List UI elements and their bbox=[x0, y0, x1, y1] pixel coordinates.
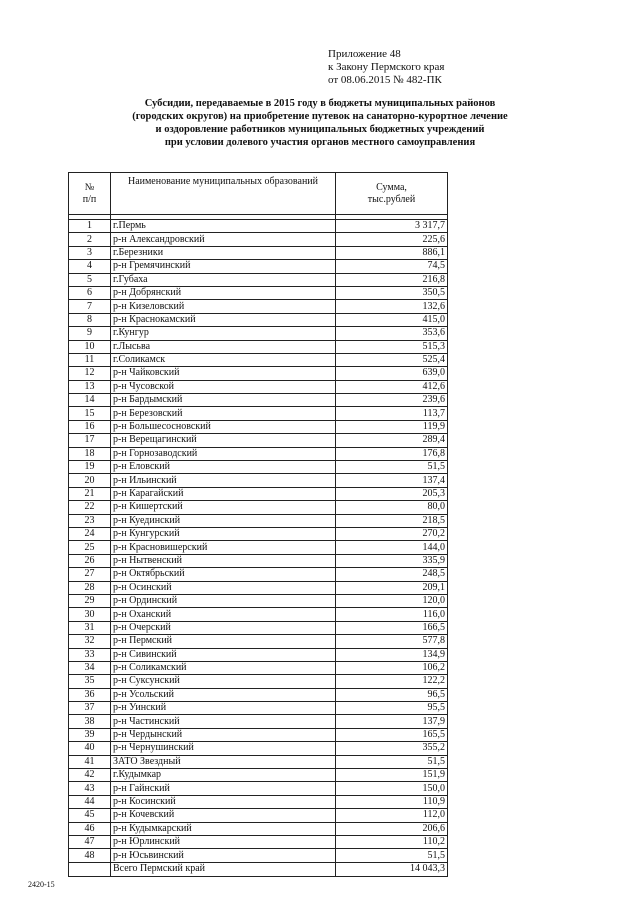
subsidy-amount: 239,6 bbox=[336, 394, 448, 407]
row-number: 18 bbox=[69, 447, 111, 460]
row-number: 1 bbox=[69, 220, 111, 233]
subsidy-amount: 350,5 bbox=[336, 286, 448, 299]
table-row bbox=[69, 554, 448, 567]
table-row bbox=[69, 233, 448, 246]
municipality-name: р-н Юрлинский bbox=[111, 835, 336, 848]
municipality-name: р-н Бардымский bbox=[111, 394, 336, 407]
table-row bbox=[69, 353, 448, 366]
table-row bbox=[69, 461, 448, 474]
table-row bbox=[69, 300, 448, 313]
total-sum: 14 043,3 bbox=[336, 862, 448, 876]
subsidy-amount: 132,6 bbox=[336, 300, 448, 313]
title-line-4: при условии долевого участия органов местного самоуправления bbox=[164, 137, 476, 148]
municipality-name: р-н Суксунский bbox=[111, 675, 336, 688]
subsidy-amount: 289,4 bbox=[336, 434, 448, 447]
municipality-name: р-н Косинский bbox=[111, 795, 336, 808]
row-number: 39 bbox=[69, 728, 111, 741]
municipality-name: р-н Усольский bbox=[111, 688, 336, 701]
table-row bbox=[69, 487, 448, 500]
municipality-name: г.Пермь bbox=[111, 220, 336, 233]
row-number: 20 bbox=[69, 474, 111, 487]
table-row bbox=[69, 769, 448, 782]
column-header-number-abbr: п/п bbox=[82, 193, 97, 205]
municipality-name: р-н Карагайский bbox=[111, 487, 336, 500]
subsidy-amount: 270,2 bbox=[336, 527, 448, 540]
subsidy-amount: 218,5 bbox=[336, 514, 448, 527]
municipality-name: р-н Осинский bbox=[111, 581, 336, 594]
municipality-name: г.Кунгур bbox=[111, 327, 336, 340]
table-row bbox=[69, 420, 448, 433]
subsidy-amount: 209,1 bbox=[336, 581, 448, 594]
row-number: 34 bbox=[69, 661, 111, 674]
subsidy-amount: 248,5 bbox=[336, 568, 448, 581]
subsidy-amount: 112,0 bbox=[336, 809, 448, 822]
row-number: 35 bbox=[69, 675, 111, 688]
table-row bbox=[69, 434, 448, 447]
municipality-name: р-н Ильинский bbox=[111, 474, 336, 487]
subsidy-amount: 119,9 bbox=[336, 420, 448, 433]
subsidy-amount: 134,9 bbox=[336, 648, 448, 661]
column-header-sum bbox=[336, 173, 448, 215]
row-number: 3 bbox=[69, 246, 111, 259]
subsidy-amount: 415,0 bbox=[336, 313, 448, 326]
row-number: 11 bbox=[69, 353, 111, 366]
row-number: 15 bbox=[69, 407, 111, 420]
municipality-name: р-н Кишертский bbox=[111, 501, 336, 514]
row-number: 25 bbox=[69, 541, 111, 554]
subsidy-amount: 74,5 bbox=[336, 260, 448, 273]
row-number: 48 bbox=[69, 849, 111, 862]
row-number: 12 bbox=[69, 367, 111, 380]
subsidy-amount: 355,2 bbox=[336, 742, 448, 755]
subsidy-amount: 150,0 bbox=[336, 782, 448, 795]
row-number: 26 bbox=[69, 554, 111, 567]
row-number: 7 bbox=[69, 300, 111, 313]
table-row bbox=[69, 728, 448, 741]
table-row bbox=[69, 474, 448, 487]
municipality-name: р-н Большесосновский bbox=[111, 420, 336, 433]
subsidy-amount: 176,8 bbox=[336, 447, 448, 460]
subsidy-amount: 120,0 bbox=[336, 594, 448, 607]
municipality-name: р-н Нытвенский bbox=[111, 554, 336, 567]
table-row bbox=[69, 849, 448, 862]
table-row bbox=[69, 809, 448, 822]
table-row bbox=[69, 715, 448, 728]
subsidy-amount: 205,3 bbox=[336, 487, 448, 500]
municipality-name: р-н Верещагинский bbox=[111, 434, 336, 447]
subsidy-amount: 80,0 bbox=[336, 501, 448, 514]
row-number: 21 bbox=[69, 487, 111, 500]
row-number: 30 bbox=[69, 608, 111, 621]
subsidy-amount: 106,2 bbox=[336, 661, 448, 674]
subsidy-amount: 51,5 bbox=[336, 461, 448, 474]
row-number: 19 bbox=[69, 461, 111, 474]
municipality-name: р-н Чайковский bbox=[111, 367, 336, 380]
table-row bbox=[69, 822, 448, 835]
row-number: 23 bbox=[69, 514, 111, 527]
table-row bbox=[69, 501, 448, 514]
municipality-name: р-н Куединский bbox=[111, 514, 336, 527]
municipality-name: р-н Горнозаводский bbox=[111, 447, 336, 460]
appendix-header bbox=[328, 48, 444, 87]
row-number: 42 bbox=[69, 769, 111, 782]
total-label: Всего Пермский край bbox=[111, 862, 336, 876]
table-row bbox=[69, 286, 448, 299]
subsidy-amount: 515,3 bbox=[336, 340, 448, 353]
table-row bbox=[69, 675, 448, 688]
subsidy-amount: 110,2 bbox=[336, 835, 448, 848]
subsidy-amount: 51,5 bbox=[336, 849, 448, 862]
document-code: 2420-15 bbox=[28, 880, 55, 889]
row-number: 10 bbox=[69, 340, 111, 353]
subsidy-amount: 216,8 bbox=[336, 273, 448, 286]
municipality-name: р-н Чердынский bbox=[111, 728, 336, 741]
municipality-name: ЗАТО Звездный bbox=[111, 755, 336, 768]
subsidy-amount: 353,6 bbox=[336, 327, 448, 340]
document-title bbox=[60, 97, 580, 149]
subsidy-amount: 166,5 bbox=[336, 621, 448, 634]
subsidy-amount: 113,7 bbox=[336, 407, 448, 420]
subsidy-amount: 577,8 bbox=[336, 635, 448, 648]
title-line-1: Субсидии, передаваемые в 2015 году в бюджеты муниципальных районов bbox=[144, 98, 496, 109]
municipality-name: р-н Октябрьский bbox=[111, 568, 336, 581]
subsidy-amount: 639,0 bbox=[336, 367, 448, 380]
row-number: 6 bbox=[69, 286, 111, 299]
table-row bbox=[69, 367, 448, 380]
table-row bbox=[69, 795, 448, 808]
row-number: 41 bbox=[69, 755, 111, 768]
table-row bbox=[69, 755, 448, 768]
table-row bbox=[69, 835, 448, 848]
table-row bbox=[69, 327, 448, 340]
municipality-name: р-н Частинский bbox=[111, 715, 336, 728]
municipality-name: г.Березники bbox=[111, 246, 336, 259]
column-header-sum-label: Сумма, bbox=[376, 181, 407, 193]
table-row bbox=[69, 661, 448, 674]
row-number: 17 bbox=[69, 434, 111, 447]
row-number: 44 bbox=[69, 795, 111, 808]
subsidy-amount: 412,6 bbox=[336, 380, 448, 393]
subsidy-amount: 335,9 bbox=[336, 554, 448, 567]
municipality-name: р-н Гайнский bbox=[111, 782, 336, 795]
subsidy-amount: 122,2 bbox=[336, 675, 448, 688]
appendix-number: Приложение 48 bbox=[328, 48, 401, 60]
table-row bbox=[69, 273, 448, 286]
table-row bbox=[69, 527, 448, 540]
row-number: 38 bbox=[69, 715, 111, 728]
title-line-3: и оздоровление работников муниципальных бюджетных учреждений bbox=[155, 124, 485, 135]
municipality-name: р-н Сивинский bbox=[111, 648, 336, 661]
subsidy-amount: 525,4 bbox=[336, 353, 448, 366]
column-header-name: Наименование муниципальных образований bbox=[111, 173, 336, 215]
subsidy-amount: 151,9 bbox=[336, 769, 448, 782]
appendix-date: от 08.06.2015 № 482-ПК bbox=[328, 74, 442, 86]
row-number: 22 bbox=[69, 501, 111, 514]
row-number: 32 bbox=[69, 635, 111, 648]
municipality-name: г.Кудымкар bbox=[111, 769, 336, 782]
subsidy-amount: 165,5 bbox=[336, 728, 448, 741]
table-row bbox=[69, 313, 448, 326]
municipality-name: р-н Очерский bbox=[111, 621, 336, 634]
subsidy-amount: 225,6 bbox=[336, 233, 448, 246]
table-row bbox=[69, 635, 448, 648]
table-row bbox=[69, 407, 448, 420]
subsidy-amount: 144,0 bbox=[336, 541, 448, 554]
row-number: 24 bbox=[69, 527, 111, 540]
table-row bbox=[69, 246, 448, 259]
subsidy-amount: 886,1 bbox=[336, 246, 448, 259]
table-row bbox=[69, 220, 448, 233]
row-number: 13 bbox=[69, 380, 111, 393]
row-number: 5 bbox=[69, 273, 111, 286]
municipality-name: р-н Красновишерский bbox=[111, 541, 336, 554]
row-number: 4 bbox=[69, 260, 111, 273]
column-header-number bbox=[69, 173, 111, 215]
subsidy-amount: 96,5 bbox=[336, 688, 448, 701]
municipality-name: р-н Краснокамский bbox=[111, 313, 336, 326]
subsidy-amount: 110,9 bbox=[336, 795, 448, 808]
municipality-name: р-н Оханский bbox=[111, 608, 336, 621]
table-row bbox=[69, 594, 448, 607]
column-header-sum-unit: тыс.рублей bbox=[367, 193, 416, 205]
municipality-name: г.Соликамск bbox=[111, 353, 336, 366]
subsidy-amount: 3 317,7 bbox=[336, 220, 448, 233]
row-number: 43 bbox=[69, 782, 111, 795]
row-number: 16 bbox=[69, 420, 111, 433]
subsidy-amount: 116,0 bbox=[336, 608, 448, 621]
municipality-name: р-н Гремячинский bbox=[111, 260, 336, 273]
row-number: 45 bbox=[69, 809, 111, 822]
row-number: 46 bbox=[69, 822, 111, 835]
row-number: 8 bbox=[69, 313, 111, 326]
subsidies-table bbox=[68, 172, 448, 877]
title-line-2: (городских округов) на приобретение путевок на санаторно-курортное лечение bbox=[132, 111, 508, 122]
row-number: 28 bbox=[69, 581, 111, 594]
table-row bbox=[69, 648, 448, 661]
row-number: 40 bbox=[69, 742, 111, 755]
municipality-name: г.Губаха bbox=[111, 273, 336, 286]
row-number: 14 bbox=[69, 394, 111, 407]
table-row bbox=[69, 340, 448, 353]
row-number: 47 bbox=[69, 835, 111, 848]
subsidy-amount: 137,4 bbox=[336, 474, 448, 487]
appendix-law: к Закону Пермского края bbox=[328, 61, 445, 73]
table-row bbox=[69, 782, 448, 795]
municipality-name: р-н Соликамский bbox=[111, 661, 336, 674]
table-row bbox=[69, 514, 448, 527]
municipality-name: р-н Уинский bbox=[111, 702, 336, 715]
table-row bbox=[69, 581, 448, 594]
row-number: 37 bbox=[69, 702, 111, 715]
subsidy-amount: 206,6 bbox=[336, 822, 448, 835]
table-row bbox=[69, 688, 448, 701]
row-number: 33 bbox=[69, 648, 111, 661]
municipality-name: р-н Кунгурский bbox=[111, 527, 336, 540]
table-row bbox=[69, 742, 448, 755]
row-number: 31 bbox=[69, 621, 111, 634]
table-row bbox=[69, 394, 448, 407]
municipality-name: р-н Пермский bbox=[111, 635, 336, 648]
municipality-name: р-н Еловский bbox=[111, 461, 336, 474]
table-row bbox=[69, 447, 448, 460]
municipality-name: р-н Кудымкарский bbox=[111, 822, 336, 835]
table-row bbox=[69, 621, 448, 634]
subsidy-amount: 137,9 bbox=[336, 715, 448, 728]
table-row bbox=[69, 702, 448, 715]
row-number: 2 bbox=[69, 233, 111, 246]
total-number-cell bbox=[69, 862, 111, 876]
row-number: 29 bbox=[69, 594, 111, 607]
municipality-name: р-н Березовский bbox=[111, 407, 336, 420]
table-row bbox=[69, 541, 448, 554]
row-number: 36 bbox=[69, 688, 111, 701]
row-number: 27 bbox=[69, 568, 111, 581]
table-row bbox=[69, 568, 448, 581]
municipality-name: р-н Добрянский bbox=[111, 286, 336, 299]
municipality-name: р-н Ординский bbox=[111, 594, 336, 607]
subsidy-amount: 95,5 bbox=[336, 702, 448, 715]
municipality-name: р-н Александровский bbox=[111, 233, 336, 246]
table-row bbox=[69, 380, 448, 393]
column-header-number-symbol: № bbox=[84, 181, 95, 193]
row-number: 9 bbox=[69, 327, 111, 340]
municipality-name: р-н Чусовской bbox=[111, 380, 336, 393]
table-row bbox=[69, 260, 448, 273]
municipality-name: р-н Кизеловский bbox=[111, 300, 336, 313]
subsidy-amount: 51,5 bbox=[336, 755, 448, 768]
total-row bbox=[69, 862, 448, 876]
municipality-name: р-н Кочевский bbox=[111, 809, 336, 822]
municipality-name: г.Лысьва bbox=[111, 340, 336, 353]
table-row bbox=[69, 608, 448, 621]
municipality-name: р-н Юсьвинский bbox=[111, 849, 336, 862]
municipality-name: р-н Чернушинский bbox=[111, 742, 336, 755]
